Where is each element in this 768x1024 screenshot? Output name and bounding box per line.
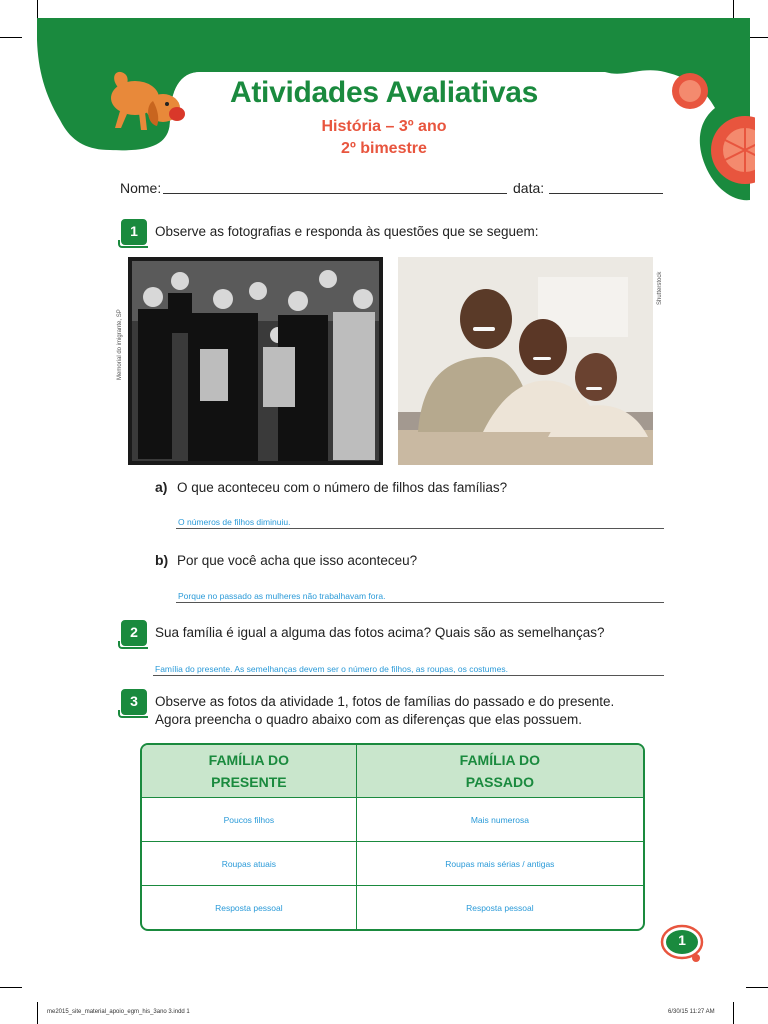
table-cell[interactable]: Mais numerosa: [357, 798, 643, 842]
footer-timestamp: 6/30/15 11:27 AM: [668, 1009, 715, 1015]
subject-subtitle: História – 3º ano: [321, 118, 447, 135]
table-row: [142, 842, 643, 886]
date-label: data:: [513, 180, 545, 196]
answer-line: [176, 602, 664, 603]
answer-line: [176, 528, 664, 529]
footer-filename: me2015_site_material_apoio_egm_his_3ano 3.indd 1: [47, 1009, 190, 1015]
crop-mark: [0, 987, 22, 988]
subquestion-b-letter: b): [155, 552, 169, 568]
term-subtitle: 2º bimestre: [341, 140, 427, 157]
subquestion-b-text: Por que você acha que isso aconteceu?: [177, 553, 418, 568]
header-line: FAMÍLIA DO: [208, 752, 290, 768]
question-number-1: 1: [121, 219, 147, 245]
header-line: PRESENTE: [211, 774, 287, 790]
comparison-table: [140, 743, 645, 931]
date-field[interactable]: [549, 193, 663, 194]
table-row: [142, 886, 643, 929]
historic-family-photo: [128, 257, 383, 465]
table-cell[interactable]: Resposta pessoal: [466, 902, 534, 913]
table-row: [142, 798, 643, 842]
question-3-text-line2: Agora preencha o quadro abaixo com as diferenças que elas possuem.: [155, 712, 583, 727]
table-header-past: [357, 745, 643, 798]
subquestion-a-letter: a): [155, 479, 168, 495]
table-cell[interactable]: Roupas mais sérias / antigas: [357, 842, 643, 886]
name-label: Nome:: [120, 180, 162, 196]
table-cell[interactable]: Resposta pessoal: [142, 886, 357, 929]
modern-family-photo: [398, 257, 653, 465]
question-number-3: 3: [121, 689, 147, 715]
question-2-answer[interactable]: Família do presente. As semelhanças devem ser o número de filhos, as roupas, os costumes.: [155, 664, 508, 674]
subquestion-a-answer[interactable]: O números de filhos diminuiu.: [178, 517, 291, 527]
question-2-text: Sua família é igual a alguma das fotos acima? Quais são as semelhanças?: [155, 625, 605, 640]
header-line: PASSADO: [465, 774, 534, 790]
photo-credit-right: Shutterstock: [657, 271, 663, 305]
answer-line: [153, 675, 664, 676]
question-number-2: 2: [121, 620, 147, 646]
page-number: 1: [678, 932, 686, 948]
crop-mark: [746, 987, 768, 988]
photo-credit-left: Memorial do imigrante, SP: [117, 309, 123, 380]
table-header-present: [142, 745, 357, 798]
table-cell[interactable]: Roupas atuais: [142, 842, 357, 886]
table-cell[interactable]: Poucos filhos: [142, 798, 357, 842]
name-field[interactable]: [163, 193, 507, 194]
crop-mark: [37, 1002, 38, 1024]
crop-mark: [733, 1002, 734, 1024]
question-3-text-line1: Observe as fotos da atividade 1, fotos de famílias do passado e do presente.: [155, 694, 615, 709]
subquestion-a-text: O que aconteceu com o número de filhos das famílias?: [177, 480, 508, 495]
question-1-text: Observe as fotografias e responda às questões que se seguem:: [155, 224, 539, 239]
table-header-row: [142, 745, 643, 798]
header-line: FAMÍLIA DO: [459, 752, 541, 768]
page-title: Atividades Avaliativas: [230, 76, 538, 109]
subquestion-b-answer[interactable]: Porque no passado as mulheres não trabalhavam fora.: [178, 591, 386, 601]
